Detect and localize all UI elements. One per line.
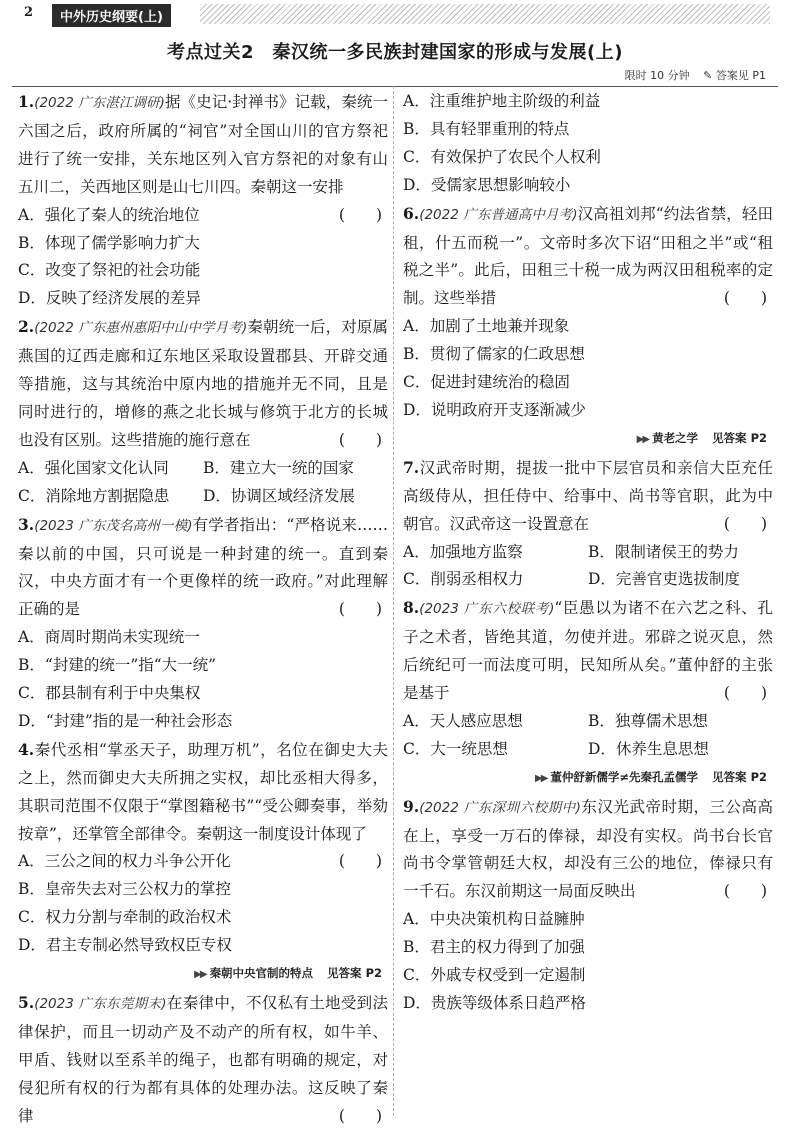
- options-row: [403, 736, 773, 764]
- note-answer-ref: 见答案 P2: [327, 966, 382, 981]
- option-c[interactable]: C．有效保护了农民个人权利: [403, 147, 601, 166]
- left-column: [18, 88, 388, 1131]
- option-c[interactable]: C．郡县制有利于中央集权: [18, 684, 201, 703]
- option-b[interactable]: B．体现了儒学影响力扩大: [18, 233, 200, 252]
- question-number: 2.: [18, 317, 35, 337]
- answer-blank[interactable]: ( ): [723, 289, 767, 308]
- note-answer-ref: 见答案 P2: [712, 769, 767, 784]
- question-4: [18, 736, 388, 989]
- options-row: [403, 566, 773, 594]
- question-source: (2022 广东惠州惠阳中山中学月考): [34, 320, 248, 337]
- option-c[interactable]: C．权力分割与牵制的政治权术: [18, 908, 232, 927]
- question-stem: [403, 793, 773, 907]
- question-text: 汉高祖刘邦“约法省禁，轻田租，什五而税一”。文帝时多次下诏“田租之半”或“租税之半”。此后，田租三十税一成为两汉田租税率的定制。这些举措: [403, 204, 773, 308]
- question-5: [18, 989, 388, 1131]
- question-number: 9.: [403, 796, 420, 816]
- question-2: [18, 313, 388, 510]
- arrow-icon: ▶▶: [535, 772, 547, 784]
- question-number: 8.: [403, 598, 420, 618]
- question-stem: [403, 594, 773, 708]
- option-d[interactable]: D．协调区域经济发展: [203, 486, 355, 505]
- option-c[interactable]: C．大一统思想: [403, 739, 508, 758]
- options-row: [18, 455, 388, 483]
- option-d[interactable]: D．说明政府开支逐渐减少: [403, 400, 586, 419]
- question-7: [403, 454, 773, 595]
- question-number: 7.: [403, 457, 420, 477]
- section-title: 考点过关2 秦汉统一多民族封建国家的形成与发展(上): [167, 42, 623, 63]
- arrow-icon: ▶▶: [636, 433, 649, 445]
- option-d[interactable]: D．贵族等级体系日趋严格: [403, 994, 586, 1012]
- option-d[interactable]: D．受儒家思想影响较小: [403, 175, 571, 194]
- question-stem: [18, 313, 388, 455]
- question-stem: [403, 454, 773, 539]
- option-b[interactable]: B．限制诸侯王的势力: [588, 542, 739, 561]
- option-a[interactable]: A．强化了秦人的统治地位: [18, 205, 200, 224]
- option-c[interactable]: C．改变了祭祀的社会功能: [18, 261, 201, 280]
- question-text: 汉武帝时期，提拔一批中下层官员和亲信大臣充任高级侍从，担任侍中、给事中、尚书等官职，此为中朝官。汉武帝这一设置意在: [403, 458, 773, 533]
- option-d[interactable]: D．君主专制必然导致权臣专权: [18, 936, 232, 955]
- question-text: 秦朝统一后，对原属燕国的辽西走廊和辽东地区采取设置郡县、开辟交通等措施，这与其统治中原内地的措施并无不同，且是同时进行的，增修的燕之北长城与修筑于北方的长城也没有区别。这些措施的施行意在: [18, 318, 388, 449]
- question-8: [403, 594, 773, 792]
- question-3: [18, 511, 388, 736]
- study-note: [403, 764, 773, 793]
- question-stem: [18, 989, 388, 1131]
- book-title: 中外历史纲要(上): [52, 4, 171, 27]
- option-a[interactable]: A．加剧了土地兼并现象: [403, 317, 570, 336]
- option-a[interactable]: A．商周时期尚未实现统一: [18, 628, 200, 647]
- option-a[interactable]: A．三公之间的权力斗争公开化: [18, 852, 231, 871]
- question-source: (2023 广东茂名高州一模): [34, 517, 193, 534]
- pencil-icon: ✎: [703, 69, 713, 82]
- options-row: [18, 483, 388, 511]
- question-1: [18, 88, 388, 313]
- question-source: (2022 广东深圳六校期中): [419, 799, 581, 816]
- option-c[interactable]: C．促进封建统治的稳固: [403, 373, 570, 392]
- question-9: [403, 793, 773, 1018]
- question-text: 有学者指出：“严格说来……秦以前的中国，只可说是一种封建的统一。直到秦汉，中央方面才有一个更像样的统一政府。”对此理解正确的是: [18, 515, 388, 619]
- question-source: (2023 广东东莞期末): [34, 996, 167, 1012]
- option-b[interactable]: B．皇帝失去对三公权力的掌控: [18, 880, 231, 899]
- question-number: 3.: [18, 514, 35, 534]
- page-number: 2: [24, 5, 34, 20]
- option-c[interactable]: C．消除地方割据隐患: [18, 486, 170, 505]
- answer-blank[interactable]: ( ): [338, 205, 382, 224]
- question-text: 东汉光武帝时期，三公高高在上，享受一万石的俸禄，却没有实权。尚书台长官尚书令掌管朝廷大权，却没有三公的地位，俸禄只有一千石。东汉前期这一局面反映出: [403, 797, 773, 901]
- option-b[interactable]: B．建立大一统的国家: [203, 458, 354, 477]
- answer-blank[interactable]: ( ): [338, 600, 382, 619]
- option-b[interactable]: B．“封建的统一”指“大一统”: [18, 656, 217, 675]
- note-text: 董仲舒新儒学≠先秦孔孟儒学: [550, 769, 699, 784]
- answer-blank[interactable]: ( ): [723, 684, 767, 703]
- option-d[interactable]: D．完善官吏选拔制度: [588, 570, 740, 589]
- question-source: (2022 广东湛江调研): [34, 95, 165, 111]
- answer-blank[interactable]: ( ): [723, 514, 767, 533]
- option-c[interactable]: C．外戚专权受到一定遏制: [403, 966, 586, 985]
- question-source: (2023 广东六校联考): [419, 601, 555, 618]
- question-5-options: [403, 88, 773, 200]
- question-stem: [18, 511, 388, 625]
- title-divider: [12, 86, 778, 87]
- answer-blank[interactable]: ( ): [723, 882, 767, 901]
- option-b[interactable]: B．君主的权力得到了加强: [403, 938, 585, 957]
- study-note: [18, 960, 388, 989]
- question-text: 在秦律中，不仅私有土地受到法律保护，而且一切动产及不动产的所有权，如牛羊、甲盾、钱财以至系羊的绳子，也都有明确的规定，对侵犯所有权的行为都有具体的处理办法。这反映了秦律: [18, 994, 388, 1125]
- options-row: [403, 708, 773, 736]
- option-c[interactable]: C．削弱丞相权力: [403, 570, 524, 589]
- question-number: 5.: [18, 993, 35, 1012]
- question-number: 1.: [18, 92, 35, 111]
- option-a[interactable]: A．中央决策机构日益臃肿: [403, 910, 585, 929]
- answer-blank[interactable]: ( ): [338, 852, 382, 871]
- option-d[interactable]: D．反映了经济发展的差异: [18, 289, 201, 308]
- answer-blank[interactable]: ( ): [338, 1106, 382, 1125]
- answer-reference: 答案见 P1: [715, 69, 766, 82]
- option-b[interactable]: B．独尊儒术思想: [588, 711, 708, 730]
- arrow-icon: ▶▶: [194, 969, 206, 981]
- question-number: 6.: [403, 203, 420, 223]
- page-header: [0, 0, 790, 30]
- question-6: [403, 200, 773, 454]
- option-a[interactable]: A．强化国家文化认同: [18, 458, 169, 477]
- note-text: 秦朝中央官制的特点: [209, 966, 314, 981]
- time-limit: 限时 10 分钟: [624, 69, 690, 82]
- note-text: 黄老之学: [652, 430, 699, 445]
- question-stem: [403, 200, 773, 314]
- question-text: “臣愚以为诸不在六艺之科、孔子之术者，皆绝其道，勿使并进。邪辟之说灭息，然后统纪可一而法度可明，民知所从矣。”董仲舒的主张是基于: [403, 599, 773, 703]
- option-a[interactable]: A．注重维护地主阶级的利益: [403, 92, 601, 110]
- question-source: (2022 广东普通高中月考): [419, 206, 578, 223]
- column-divider: [393, 86, 394, 1116]
- options-row: [403, 539, 773, 567]
- meta-line: [625, 67, 766, 83]
- option-a[interactable]: A．加强地方监察: [403, 542, 523, 561]
- note-answer-ref: 见答案 P2: [712, 430, 767, 445]
- question-number: 4.: [18, 739, 35, 759]
- header-stripe-decoration: [200, 4, 770, 24]
- option-a[interactable]: A．天人感应思想: [403, 711, 523, 730]
- answer-blank[interactable]: ( ): [338, 430, 382, 449]
- option-d[interactable]: D．休养生息思想: [588, 739, 709, 758]
- option-b[interactable]: B．贯彻了儒家的仁政思想: [403, 345, 585, 364]
- question-text: 据《史记·封禅书》记载，秦统一六国之后，政府所属的“祠官”对全国山川的官方祭祀进行了统一安排，关东地区列入官方祭祀的对象有山五川二，关西地区则是山七川四。秦朝这一安排: [18, 93, 388, 196]
- question-text: 秦代丞相“掌丞天子，助理万机”，名位在御史大夫之上，然而御史大夫所拥之实权，却比丞相大得多，其职司范围不仅限于“掌图籍秘书”“受公卿奏事，举劾按章”，还掌管全部律令。秦朝这一制度设计体现了: [18, 740, 388, 843]
- option-b[interactable]: B．具有轻罪重刑的特点: [403, 119, 570, 138]
- right-column: [403, 88, 773, 1018]
- option-d[interactable]: D．“封建”指的是一种社会形态: [18, 711, 233, 730]
- study-note: [403, 425, 773, 454]
